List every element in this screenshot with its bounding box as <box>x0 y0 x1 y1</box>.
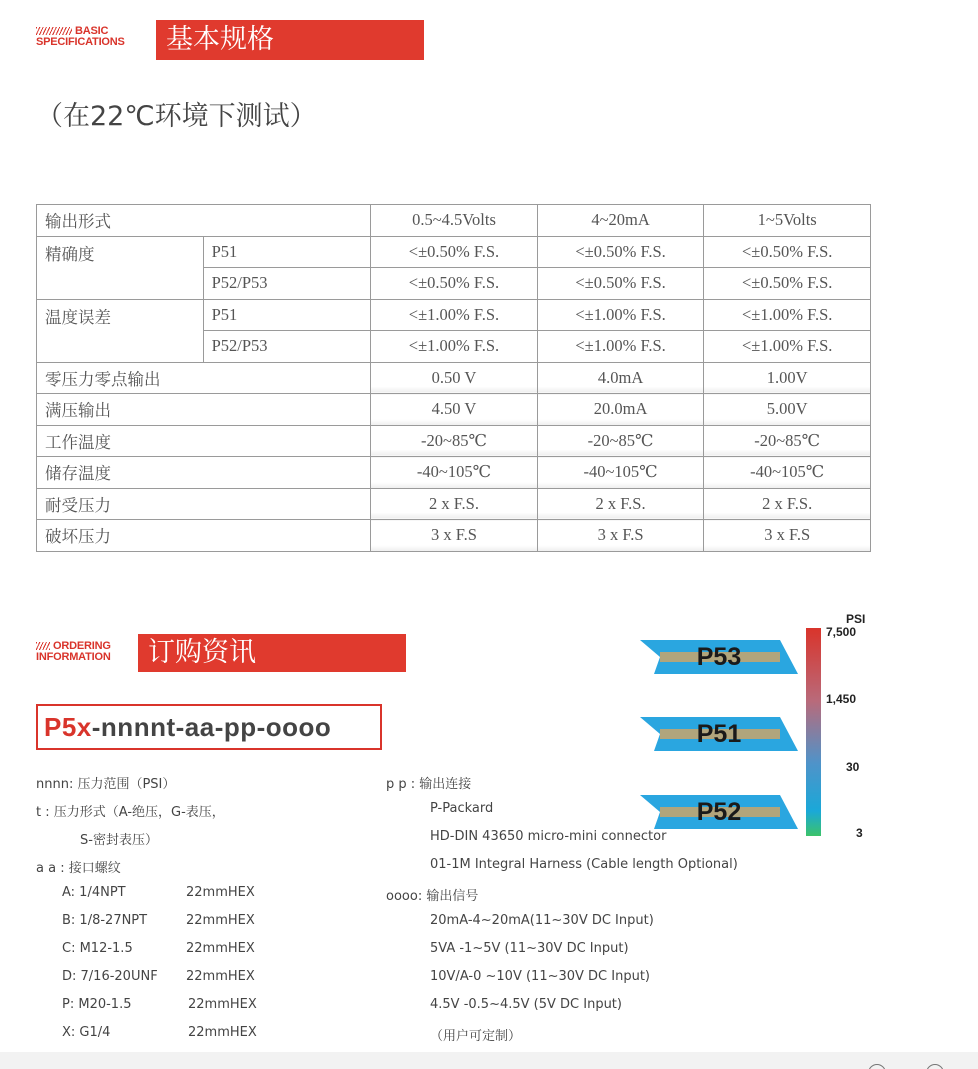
order-note: P-Packard <box>430 801 494 816</box>
table-row <box>37 205 871 237</box>
spec-table <box>36 204 871 552</box>
value-cell: -20~85℃ <box>371 425 538 457</box>
model-ribbon-p52: P52 <box>640 795 798 829</box>
order-note: 10V/A-0 ~10V (11~30V DC Input) <box>430 969 651 984</box>
pressure-scale-bar <box>806 628 821 836</box>
value-cell: 0.50 V <box>371 362 538 394</box>
value-cell: 1.00V <box>704 362 871 394</box>
scale-tick: 30 <box>846 760 860 774</box>
value-cell: -40~105℃ <box>371 457 538 489</box>
model-cell: P51 <box>203 236 371 268</box>
value-cell: 3 x F.S <box>704 520 871 552</box>
model-cell: P52/P53 <box>203 331 371 363</box>
basic-spec-title: 基本规格 <box>156 20 424 60</box>
thread-hex: 22mmHEX <box>188 1025 257 1040</box>
order-note: HD-DIN 43650 micro-mini connector <box>430 829 667 844</box>
row-label: 耐受压力 <box>37 488 371 520</box>
hatch-decoration <box>36 642 50 650</box>
value-cell: <±1.00% F.S. <box>704 331 871 363</box>
value-cell: <±0.50% F.S. <box>537 236 704 268</box>
value-cell: 5.00V <box>704 394 871 426</box>
value-cell: 2 x F.S. <box>704 488 871 520</box>
col-header: 0.5~4.5Volts <box>371 205 538 237</box>
value-cell: <±1.00% F.S. <box>371 331 538 363</box>
order-note: （用户可定制） <box>430 1029 522 1044</box>
value-cell: -40~105℃ <box>537 457 704 489</box>
row-label: 储存温度 <box>37 457 371 489</box>
value-cell: <±0.50% F.S. <box>704 236 871 268</box>
thread-hex: 22mmHEX <box>186 941 255 956</box>
value-cell: -20~85℃ <box>537 425 704 457</box>
ordering-en-label: ORDERING INFORMATION <box>36 640 111 663</box>
model-cell: P51 <box>203 299 371 331</box>
test-condition-subtitle: （在22℃环境下测试） <box>36 101 317 132</box>
temp-error-label: 温度误差 <box>37 299 204 362</box>
value-cell: <±1.00% F.S. <box>537 331 704 363</box>
page-footer-bar <box>0 1052 978 1069</box>
basic-spec-header <box>36 26 125 48</box>
scale-tick: 1,450 <box>826 692 857 706</box>
value-cell: 2 x F.S. <box>537 488 704 520</box>
thread-hex: 22mmHEX <box>186 969 255 984</box>
thread-code: X: G1/4 <box>62 1025 111 1040</box>
model-ribbon-p53: P53 <box>640 640 798 674</box>
basic-spec-en-label: BASIC SPECIFICATIONS <box>36 25 125 48</box>
col-header: 4~20mA <box>537 205 704 237</box>
output-type-label: 输出形式 <box>37 205 371 237</box>
thread-hex: 22mmHEX <box>186 885 255 900</box>
model-ribbon-p51: P51 <box>640 717 798 751</box>
value-cell: <±0.50% F.S. <box>704 268 871 300</box>
order-note: a a : 接口螺纹 <box>36 861 121 876</box>
row-label: 破坏压力 <box>37 520 371 552</box>
order-note: 5VA -1~5V (11~30V DC Input) <box>430 941 629 956</box>
value-cell: -40~105℃ <box>704 457 871 489</box>
table-row <box>37 520 871 552</box>
table-row <box>37 488 871 520</box>
table-row <box>37 425 871 457</box>
thread-code: B: 1/8-27NPT <box>62 913 148 928</box>
value-cell: <±1.00% F.S. <box>371 299 538 331</box>
scale-unit: PSI <box>846 612 866 626</box>
value-cell: <±0.50% F.S. <box>537 268 704 300</box>
col-header: 1~5Volts <box>704 205 871 237</box>
table-row <box>37 299 871 331</box>
value-cell: <±0.50% F.S. <box>371 236 538 268</box>
table-row <box>37 457 871 489</box>
value-cell: 4.50 V <box>371 394 538 426</box>
value-cell: <±0.50% F.S. <box>371 268 538 300</box>
hatch-decoration <box>36 27 72 35</box>
ordering-header <box>36 641 111 663</box>
model-cell: P52/P53 <box>203 268 371 300</box>
value-cell: <±1.00% F.S. <box>537 299 704 331</box>
thread-code: C: M12-1.5 <box>62 941 133 956</box>
ordering-title: 订购资讯 <box>138 634 406 672</box>
value-cell: 20.0mA <box>537 394 704 426</box>
table-row <box>37 236 871 268</box>
thread-hex: 22mmHEX <box>188 997 257 1012</box>
order-note: p p : 输出连接 <box>386 777 472 792</box>
value-cell: 4.0mA <box>537 362 704 394</box>
scale-tick: 3 <box>856 826 863 840</box>
value-cell: 3 x F.S <box>371 520 538 552</box>
thread-code: D: 7/16-20UNF <box>62 969 158 984</box>
row-label: 工作温度 <box>37 425 371 457</box>
thread-code: P: M20-1.5 <box>62 997 132 1012</box>
value-cell: <±1.00% F.S. <box>704 299 871 331</box>
ordering-code: P5x-nnnnt-aa-pp-oooo <box>36 704 382 750</box>
accuracy-label: 精确度 <box>37 236 204 299</box>
thread-hex: 22mmHEX <box>186 913 255 928</box>
order-note: S-密封表压） <box>80 833 158 848</box>
table-row <box>37 394 871 426</box>
table-row <box>37 362 871 394</box>
thread-code: A: 1/4NPT <box>62 885 126 900</box>
order-note: 01-1M Integral Harness (Cable length Optional) <box>430 857 738 872</box>
value-cell: -20~85℃ <box>704 425 871 457</box>
value-cell: 3 x F.S <box>537 520 704 552</box>
order-note: 20mA-4~20mA(11~30V DC Input) <box>430 913 654 928</box>
row-label: 零压力零点输出 <box>37 362 371 394</box>
order-note: oooo: 输出信号 <box>386 889 479 904</box>
scale-tick: 7,500 <box>826 625 857 639</box>
order-note: 4.5V -0.5~4.5V (5V DC Input) <box>430 997 622 1012</box>
value-cell: 2 x F.S. <box>371 488 538 520</box>
row-label: 满压输出 <box>37 394 371 426</box>
order-note: nnnn: 压力范围（PSI） <box>36 777 176 792</box>
order-note: t : 压力形式（A-绝压，G-表压， <box>36 805 225 820</box>
